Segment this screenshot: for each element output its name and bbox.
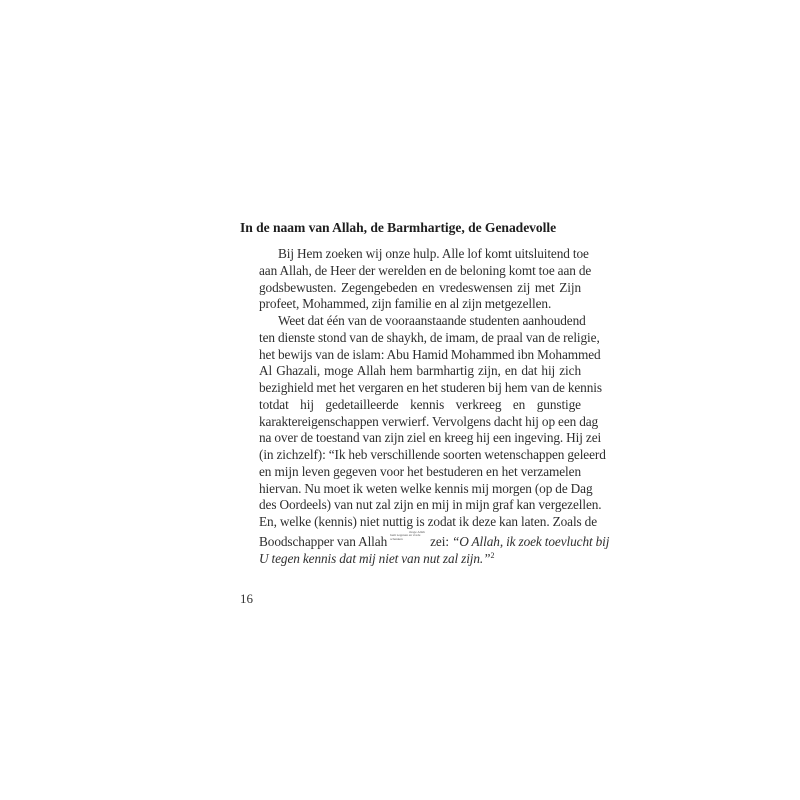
text-line: (in zichzelf): “Ik heb verschillende soorten wetenschappen geleerd	[259, 447, 606, 462]
text-line: karaktereigenschappen verwierf. Vervolgens dacht hij op een dag	[259, 413, 599, 429]
text-line-boodschapper	[240, 529, 610, 549]
text-line: bezighield met het vergaren en het studeren bij hem van de kennis	[259, 380, 602, 395]
text-line: Al Ghazali, moge Allah hem barmhartig zijn, en dat hij zich	[259, 363, 581, 379]
text-line: totdat hij gedetailleerde kennis verkreeg en gunstige	[259, 396, 581, 412]
text-line: hiervan. Nu moet ik weten welke kennis mij morgen (op de Dag	[259, 480, 593, 496]
text-line: des Oordeels) van nut zal zijn en mij in mijn graf kan vergezellen.	[259, 497, 602, 513]
text-line: ten dienste stond van de shaykh, de imam, de praal van de religie,	[259, 329, 600, 345]
page-title: In de naam van Allah, de Barmhartige, de Genadevolle	[240, 220, 557, 235]
text-line: en mijn leven gegeven voor het bestuderen en het verzamelen	[259, 463, 581, 479]
salutation-honorific: moge Allah hem zegenen en vrede schenken	[390, 529, 425, 541]
text-line: Weet dat één van de vooraanstaande studenten aanhoudend	[278, 313, 586, 328]
text-block	[240, 219, 610, 566]
text-fragment: Boodschapper van Allah	[259, 533, 388, 549]
text-line: na over de toestand van zijn ziel en kreeg hij een ingeving. Hij zei	[259, 430, 602, 446]
text-line: godsbewusten. Zegengebeden en vredeswensen zij met Zijn	[259, 279, 581, 295]
paragraph-2	[240, 313, 610, 566]
hadith-quote: “O Allah, ik zoek toevlucht bij	[451, 533, 610, 549]
footnote-reference[interactable]: 2	[490, 550, 495, 560]
text-line: het bewijs van de islam: Abu Hamid Mohammed ibn Mohammed	[259, 346, 601, 362]
text-line: En, welke (kennis) niet nuttig is zodat ik deze kan laten. Zoals de	[259, 514, 597, 529]
text-line: Bij Hem zoeken wij onze hulp. Alle lof komt uitsluitend toe	[278, 246, 589, 261]
text-line	[240, 548, 581, 565]
text-fragment: zei:	[430, 533, 449, 549]
text-line: profeet, Mohammed, zijn familie en al zijn metgezellen.	[259, 296, 552, 312]
page-number: 16	[240, 591, 253, 606]
paragraph-1	[240, 246, 592, 313]
hadith-quote-end: U tegen kennis dat mij niet van nut zal zijn.”	[259, 550, 491, 566]
text-line: aan Allah, de Heer der werelden en de beloning komt toe aan de	[259, 262, 592, 278]
